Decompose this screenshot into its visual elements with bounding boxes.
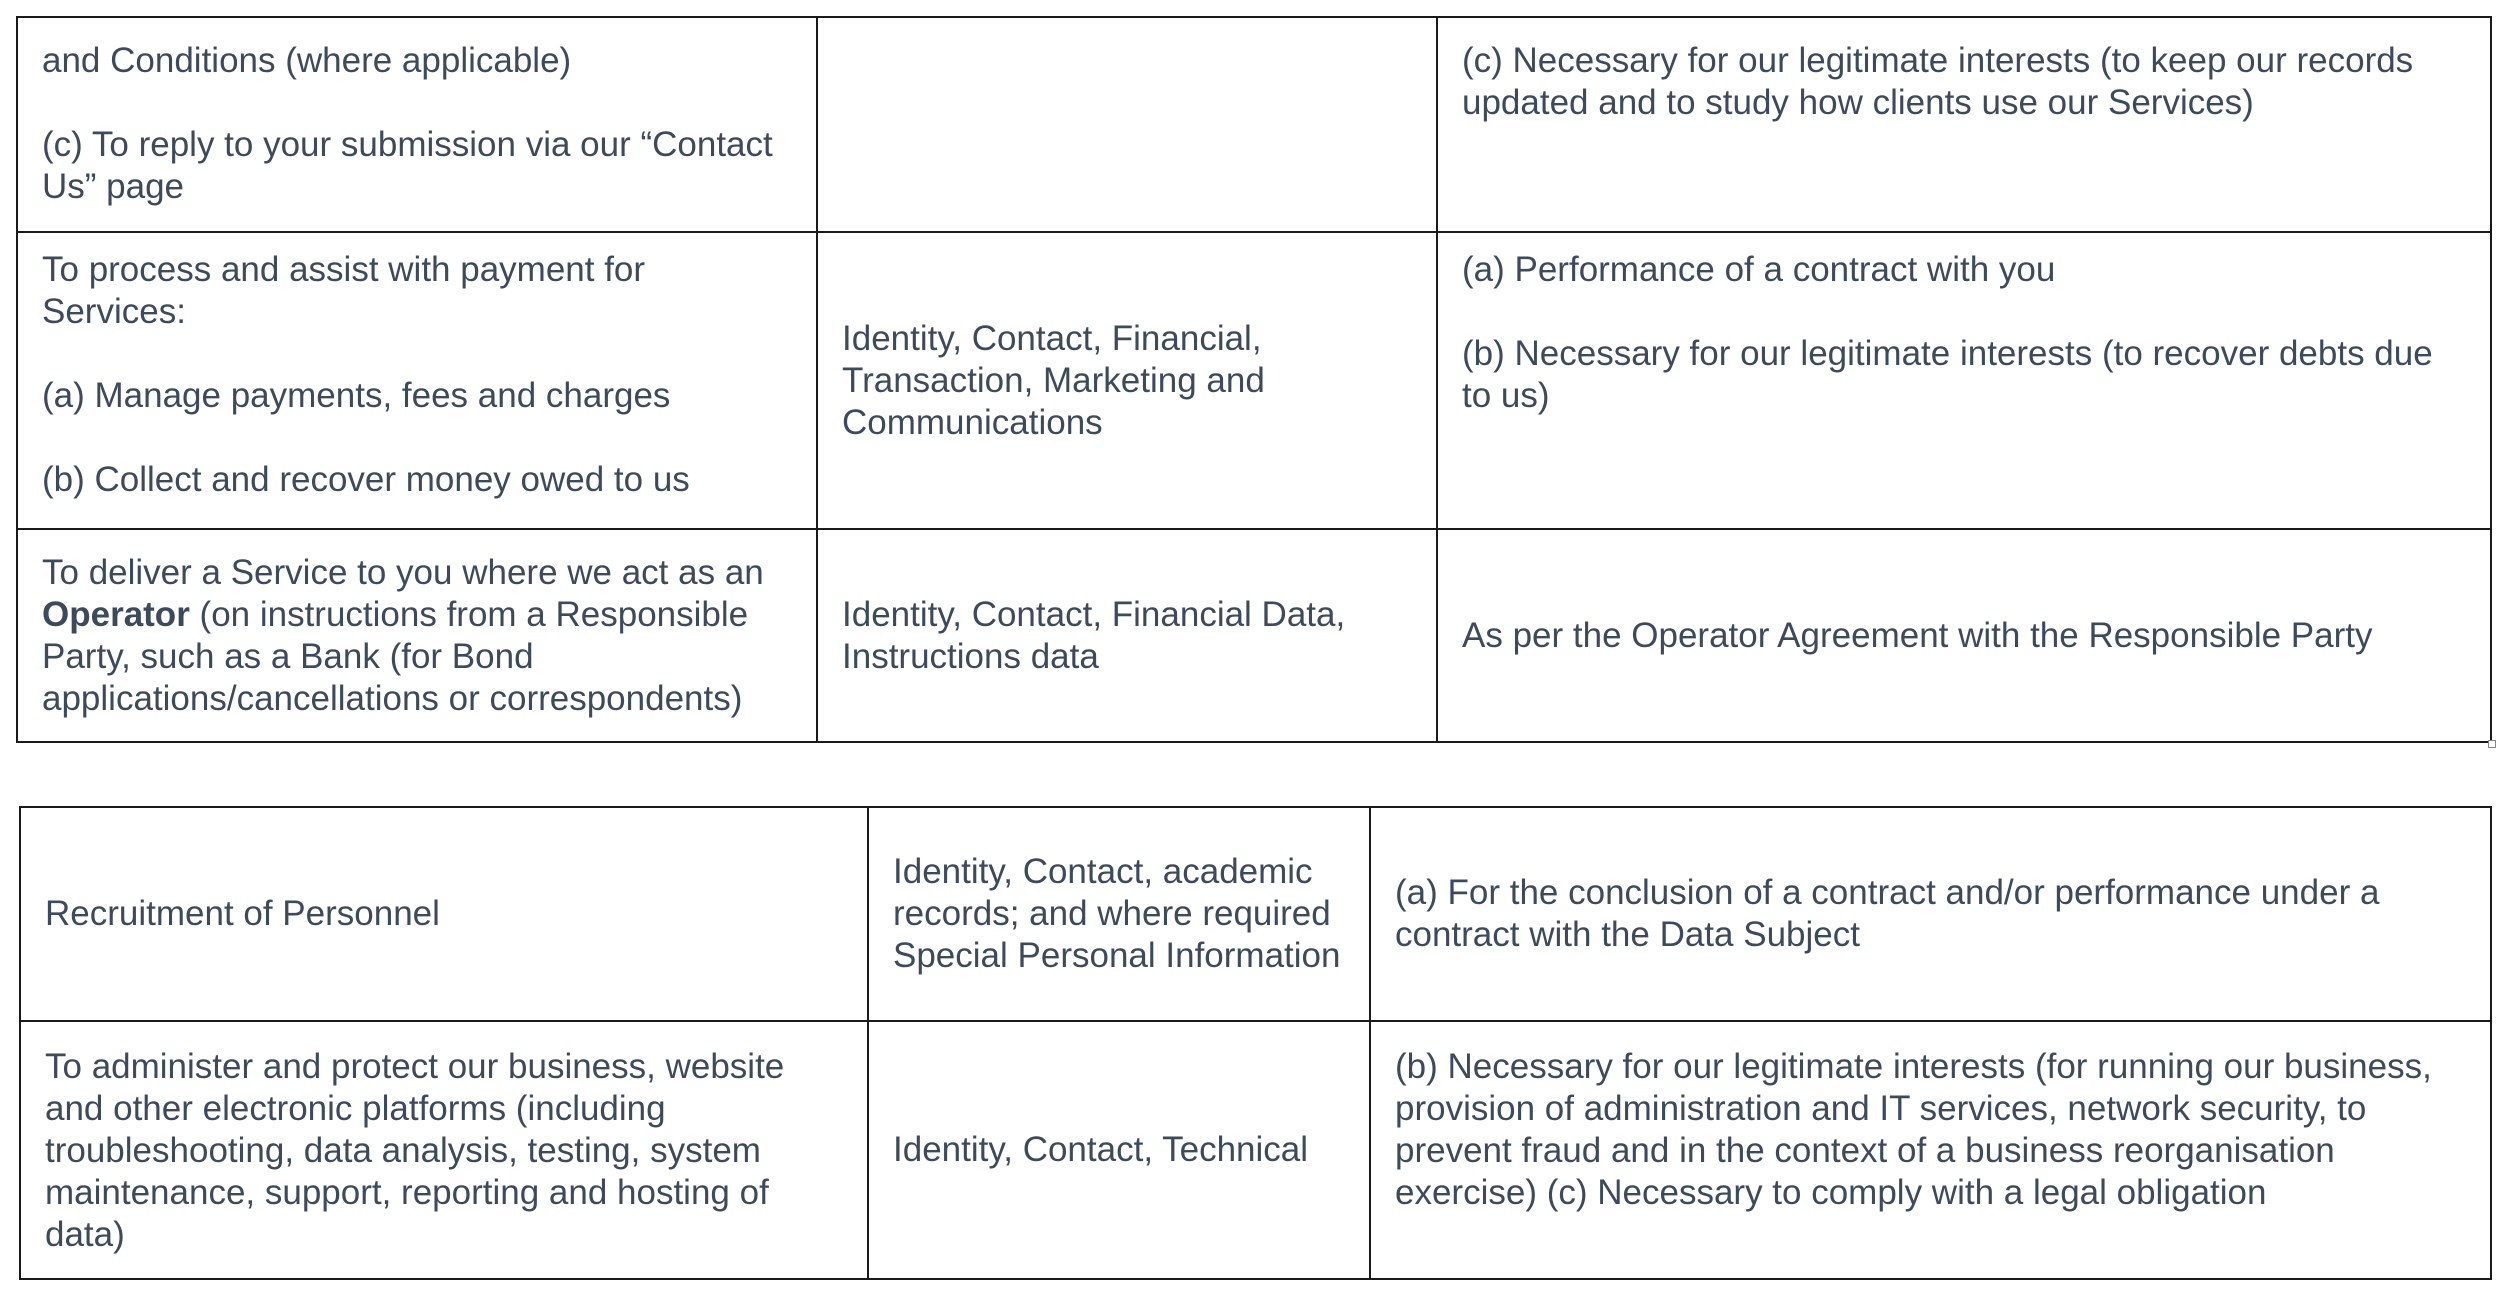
lawful-basis-cell: [1437, 232, 2491, 529]
data-type-cell: [868, 807, 1370, 1021]
data-type-cell: [868, 1021, 1370, 1279]
purpose-cell: [20, 807, 868, 1021]
table-row: [17, 17, 2491, 232]
table-resize-handle[interactable]: [2488, 740, 2496, 748]
lawful-basis-cell: [1370, 1021, 2491, 1279]
lawful-basis-text: (b) Necessary for our legitimate interests (to recover debts due to us): [1462, 334, 2433, 415]
lawful-basis-cell: [1437, 17, 2491, 232]
purpose-text: (b) Collect and recover money owed to us: [42, 460, 690, 499]
lawful-basis-text: (c) Necessary for our legitimate interests (to keep our records updated and to study how clients use our Services): [1462, 41, 2414, 122]
processing-purposes-table-2: [19, 806, 2492, 1280]
table-row: [17, 529, 2491, 742]
data-type-text: Identity, Contact, Technical: [893, 1130, 1309, 1169]
purpose-cell: [17, 17, 817, 232]
table-row: [20, 1021, 2491, 1279]
lawful-basis-text: (b) Necessary for our legitimate interests (for running our business, provision of administration and IT services, network security, to prevent fraud and in the context of a business reorganisation exercise) (c) Necessary to comply with a legal obligation: [1395, 1047, 2432, 1212]
purpose-text: Recruitment of Personnel: [45, 894, 440, 933]
data-type-cell: [817, 232, 1437, 529]
purpose-text: To deliver a Service to you where we act as an: [42, 552, 764, 592]
table-row: [20, 807, 2491, 1021]
purpose-text: (on instructions from a Responsible Party, such as a Bank (for Bond applications/cancellations or correspondents): [42, 594, 749, 718]
purpose-cell: [20, 1021, 868, 1279]
lawful-basis-cell: [1437, 529, 2491, 742]
purpose-cell: [17, 232, 817, 529]
lawful-basis-text: As per the Operator Agreement with the Responsible Party: [1462, 615, 2373, 655]
purpose-text: (a) Manage payments, fees and charges: [42, 376, 671, 415]
operator-term: Operator: [42, 594, 190, 634]
purpose-text: and Conditions (where applicable): [42, 41, 572, 80]
purpose-text: (c) To reply to your submission via our “Contact Us” page: [42, 125, 773, 206]
data-type-text: Identity, Contact, Financial Data, Instructions data: [842, 594, 1346, 676]
table-row: [17, 232, 2491, 529]
lawful-basis-text: (a) For the conclusion of a contract and/or performance under a contract with the Data Subject: [1395, 873, 2380, 954]
data-type-cell: [817, 529, 1437, 742]
purpose-cell: [17, 529, 817, 742]
data-type-text: Identity, Contact, Financial, Transaction, Marketing and Communications: [842, 318, 1265, 442]
lawful-basis-cell: [1370, 807, 2491, 1021]
lawful-basis-text: (a) Performance of a contract with you: [1462, 250, 2056, 289]
data-type-text: Identity, Contact, academic records; and where required Special Personal Information: [893, 852, 1341, 975]
purpose-text: To administer and protect our business, website and other electronic platforms (including troubleshooting, data analysis, testing, system maintenance, support, reporting and hosting of data): [45, 1047, 785, 1254]
processing-purposes-table-1: [16, 16, 2492, 743]
data-type-cell: [817, 17, 1437, 232]
purpose-text: To process and assist with payment for Services:: [42, 250, 646, 331]
